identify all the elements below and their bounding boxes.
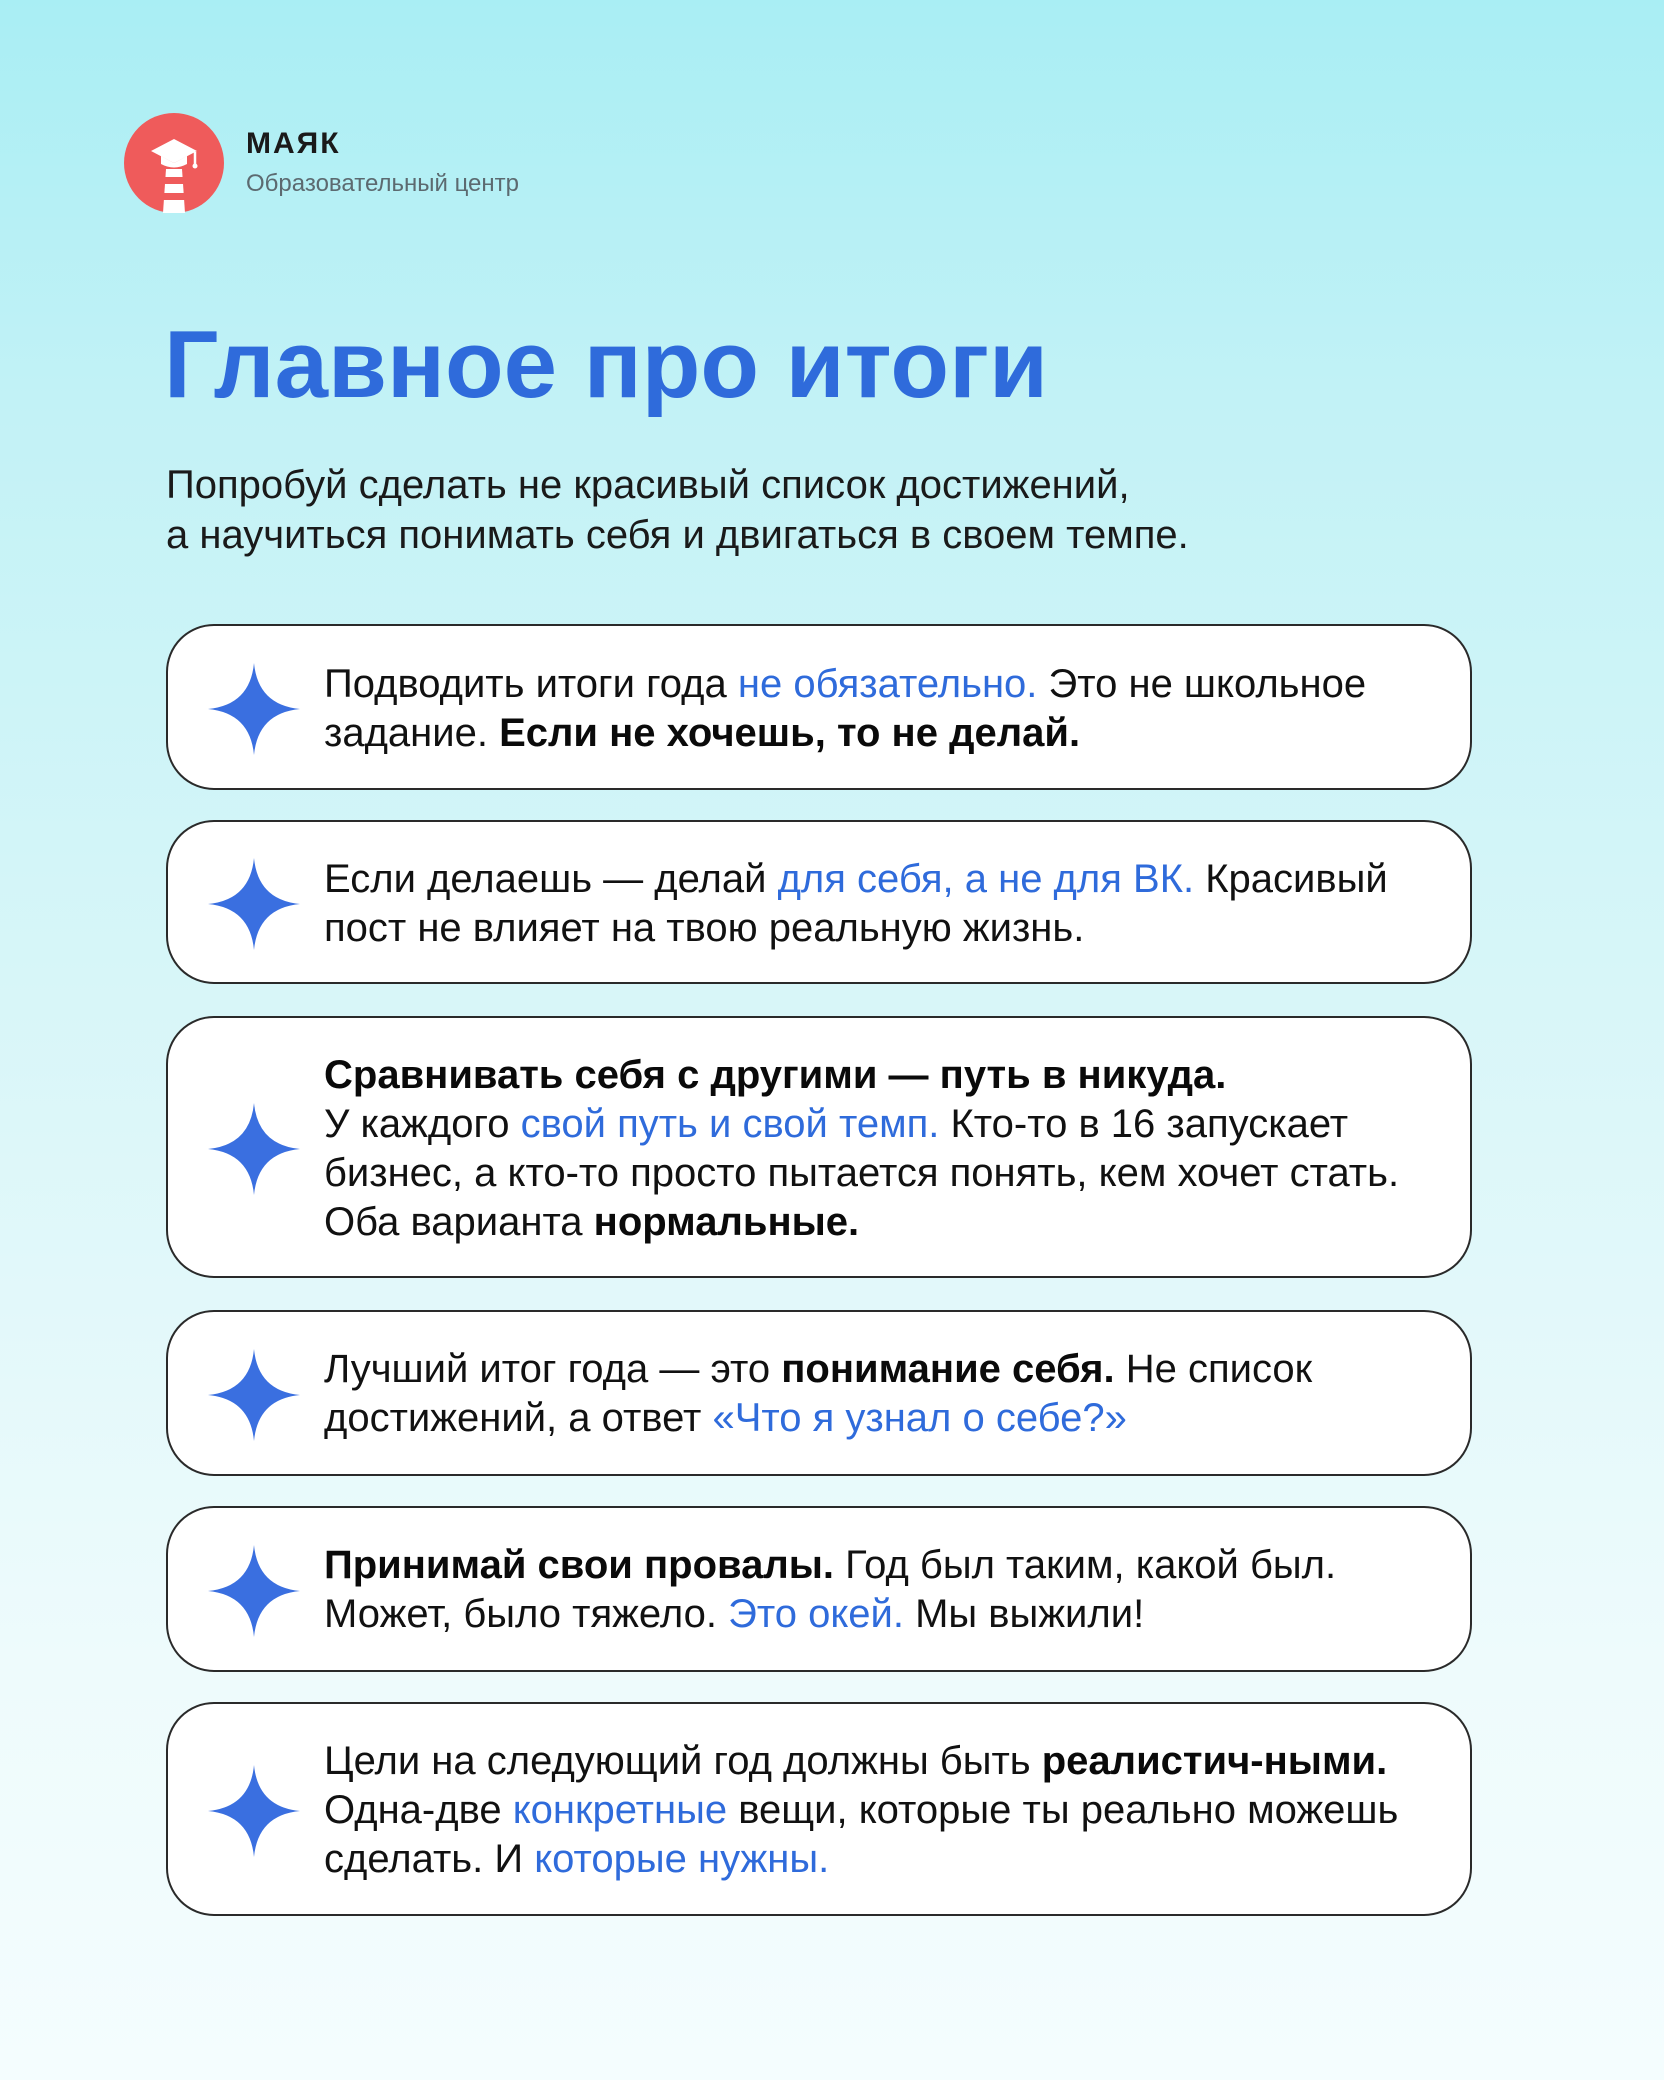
- sparkle-star-icon: [206, 1763, 302, 1859]
- tip-card-1: [166, 624, 1472, 790]
- tip-card-5: [166, 1506, 1472, 1672]
- brand-text: [246, 125, 519, 201]
- intro-line-2: а научиться понимать себя и двигаться в своем темпе.: [166, 513, 1189, 557]
- sparkle-star-icon: [206, 856, 302, 952]
- tip-card-4: [166, 1310, 1472, 1476]
- sparkle-star-icon: [206, 1543, 302, 1639]
- tip-text-2: Если делаешь — делай для себя, а не для ВК. Красивый пост не влияет на твою реальную жизнь.: [324, 857, 1388, 950]
- tip-text-6: Цели на следующий год должны быть реалистич-ными. Одна-две конкретные вещи, которые ты реально можешь сделать. И которые нужны.: [324, 1739, 1399, 1881]
- tip-text-3: Сравнивать себя с другими — путь в никуда. У каждого свой путь и свой темп. Кто-то в 16 запускает бизнес, а кто-то просто пытается понять, кем хочет стать. Оба варианта нормальные.: [324, 1053, 1400, 1244]
- tip-card-6: [166, 1702, 1472, 1916]
- tip-card-3: [166, 1016, 1472, 1278]
- tip-text-5: Принимай свои провалы. Год был таким, какой был. Может, было тяжело. Это окей. Мы выжили!: [324, 1543, 1337, 1636]
- tip-card-2: [166, 820, 1472, 984]
- brand-subtitle: Образовательный центр: [246, 170, 519, 197]
- tip-text-4: Лучший итог года — это понимание себя. Не список достижений, а ответ «Что я узнал о себе?»: [324, 1347, 1313, 1440]
- intro-text: [166, 460, 1466, 560]
- sparkle-star-icon: [206, 1101, 302, 1197]
- brand-header: [124, 113, 519, 213]
- brand-name: МАЯК: [246, 127, 341, 160]
- sparkle-star-icon: [206, 1347, 302, 1443]
- sparkle-star-icon: [206, 661, 302, 757]
- lighthouse-logo-icon: [124, 113, 224, 213]
- page-title: Главное про итоги: [164, 311, 1049, 418]
- intro-line-1: Попробуй сделать не красивый список достижений,: [166, 463, 1130, 507]
- tip-text-1: Подводить итоги года не обязательно. Это не школьное задание. Если не хочешь, то не делай.: [324, 662, 1367, 755]
